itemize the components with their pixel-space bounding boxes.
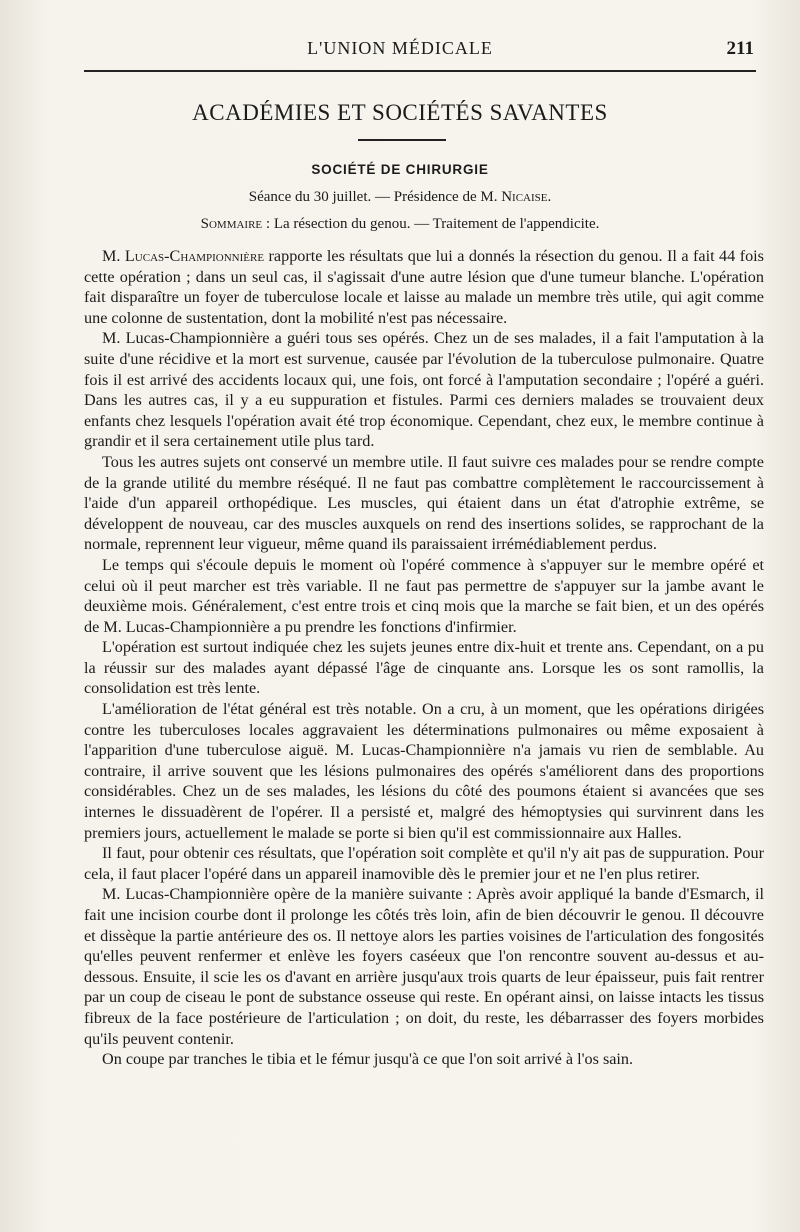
running-header	[0, 34, 800, 64]
paragraph: L'amélioration de l'état général est très notable. On a cru, à un moment, que les opérations dirigées contre les tuberculoses locales aggravaient les déterminations pulmonaires ou même exposaient à l'apparition d'une tuberculose aiguë. M. Lucas-Championnière n'a jamais vu rien de semblable. Au contraire, il arrive souvent que les lésions pulmonaires des opérés s'améliorent dans des proportions considérables. Chez un de ses malades, les lésions du côté des poumons étaient si avancées que ses internes le dissuadèrent de l'opérer. Il a persisté et, malgré des hémoptysies qui survinrent dans les premiers jours, actuellement le malade se porte si bien qu'il est commissionnaire aux Halles.	[84, 700, 764, 842]
sommaire-label: Sommaire	[200, 216, 263, 232]
header-rule	[84, 70, 756, 72]
article-body	[84, 246, 764, 1070]
paragraph	[84, 246, 764, 328]
sommaire-line	[0, 216, 800, 233]
paragraph: M. Lucas-Championnière a guéri tous ses opérés. Chez un de ses malades, il a fait l'amputation à la suite d'une récidive et la mort est survenue, causée par l'évolution de la tuberculose pulmonaire. Quatre fois il est arrivé des accidents locaux qui, une fois, ont forcé à l'amputation secondaire ; l'opéré a guéri. Dans les autres cas, il y a eu suppuration et fistules. Parmi ces derniers malades se trouvaient deux enfants chez lesquels l'opération avait été trop économique. Cependant, chez eux, le membre continue à grandir et il sera certainement utile plus tard.	[84, 329, 764, 451]
president-name: Nicaise	[501, 189, 548, 205]
paragraph-lead: M.	[102, 247, 125, 265]
paragraph: Tous les autres sujets ont conservé un membre utile. Il faut suivre ces malades pour se rendre compte de la grande utilité du membre réséqué. Il ne faut pas combattre complètement le raccourcissement à l'aide d'un appareil orthopédique. Les muscles, qui étaient dans un état d'atrophie extrême, se développent de nouveau, car des muscles auxquels on rend des insertions solides, se rapprochant de la normale, reprennent leur vigueur, même quand ils paraissaient irrémédiablement perdus.	[84, 452, 764, 554]
seance-end: .	[547, 189, 552, 205]
paragraph: M. Lucas-Championnière opère de la manière suivante : Après avoir appliqué la bande d'Esmarch, il fait une incision courbe dont il prolonge les côtés très loin, afin de bien découvrir le genou. Il découvre et dissèque la partie antérieure des os. Il nettoye alors les parties voisines de l'articulation des fongosités qu'elles peuvent renfermer et enlève les foyers caséeux que l'on rencontre souvent au-dessus et au-dessous. Ensuite, il scie les os d'avant en arrière jusqu'aux trois quarts de leur épaisseur, puis fait rentrer par un coup de ciseau le pont de substance osseuse qui reste. En opérant ainsi, on laisse intacts les tissus fibreux de la face postérieure de l'articulation ; on doit, du reste, les débarrasser des foyers morbides qu'ils peuvent contenir.	[84, 885, 764, 1048]
paragraph-text: rapporte les résultats que lui a donnés la résection du genou. Il a fait 44 fois cette opération ; dans un seul cas, il s'agissait d'une autre lésion que d'une tumeur blanche. L'opération fait disparaître un foyer de tuberculose locale et laisse au malade un membre très utile, qui agit comme une colonne de sustentation, dont la mobilité n'est pas nécessaire.	[84, 247, 764, 327]
running-title: L'UNION MÉDICALE	[307, 38, 493, 58]
seance-line	[0, 189, 800, 206]
surgeon-name: Lucas-Championnière	[124, 247, 265, 265]
paragraph: Le temps qui s'écoule depuis le moment où l'opéré commence à s'appuyer sur le membre opéré et celui où il peut marcher est très variable. Il ne faut pas permettre de s'appuyer sur la jambe avant le deuxième mois. Généralement, c'est entre trois et cinq mois que la marche se fait bien, et un des opérés de M. Lucas-Championnière a pu prendre les fonctions d'infirmier.	[84, 555, 764, 636]
paragraph: On coupe par tranches le tibia et le fémur jusqu'à ce que l'on soit arrivé à l'os sain.	[102, 1050, 634, 1069]
paragraph: Il faut, pour obtenir ces résultats, que l'opération soit complète et qu'il n'y ait pas de suppuration. Pour cela, il faut placer l'opéré dans un appareil inamovible dès le premier jour et ne l'en plus retirer.	[84, 844, 764, 883]
paragraph: L'opération est surtout indiquée chez les sujets jeunes entre dix-huit et trente ans. Cependant, on a pu la réussir sur des malades ayant dépassé l'âge de cinquante ans. Lorsque les os sont ramollis, la consolidation est très lente.	[84, 638, 764, 698]
seance-text: Séance du 30 juillet. — Présidence de M.	[248, 189, 502, 205]
sommaire-text: : La résection du genou. — Traitement de l'appendicite.	[262, 216, 600, 232]
society-heading: SOCIÉTÉ DE CHIRURGIE	[311, 162, 489, 177]
section-title: ACADÉMIES ET SOCIÉTÉS SAVANTES	[192, 100, 608, 125]
page-number: 211	[726, 38, 754, 59]
title-rule	[358, 139, 446, 141]
